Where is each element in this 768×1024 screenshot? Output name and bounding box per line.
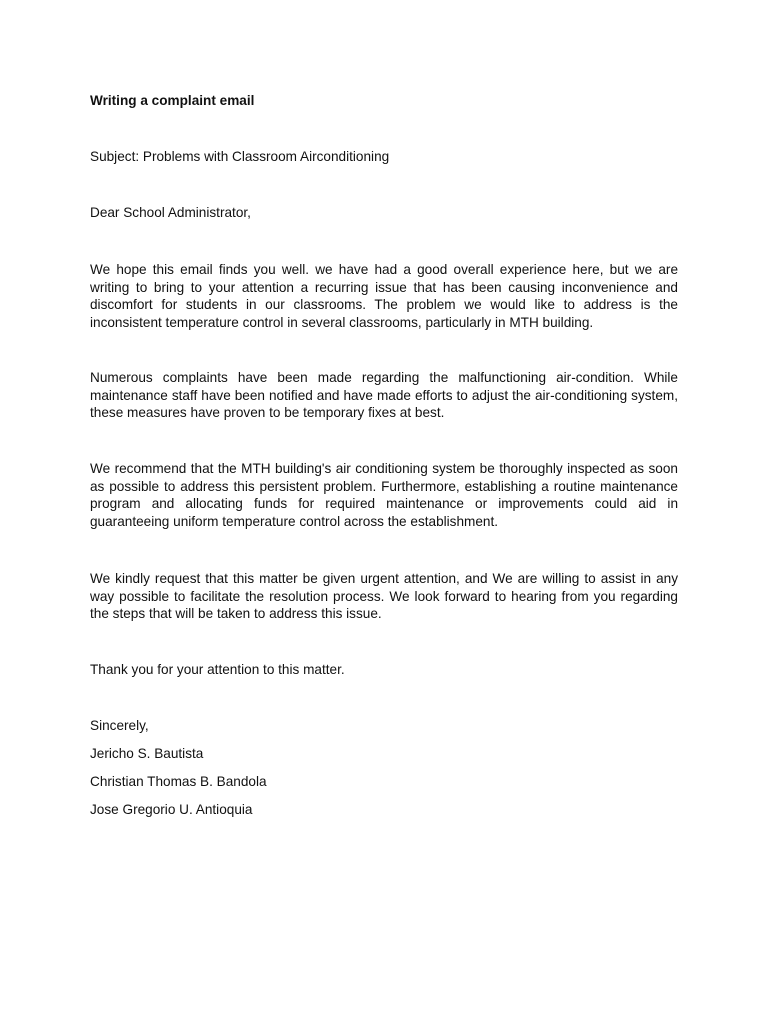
signatory-name: Christian Thomas B. Bandola (90, 774, 267, 789)
document-page (90, 0, 678, 1024)
signatory-name: Jose Gregorio U. Antioquia (90, 802, 253, 817)
email-greeting: Dear School Administrator, (90, 205, 251, 220)
thank-you-line: Thank you for your attention to this matter. (90, 662, 345, 677)
closing-line: Sincerely, (90, 718, 149, 733)
email-subject: Subject: Problems with Classroom Airconditioning (90, 149, 390, 164)
body-paragraph-4: We kindly request that this matter be given urgent attention, and We are willing to assist in any way possible to facilitate the resolution process. We look forward to hearing from you regarding the steps that will be taken to address this issue. (90, 571, 678, 621)
body-paragraph-2: Numerous complaints have been made regarding the malfunctioning air-condition. While maintenance staff have been notified and have made efforts to adjust the air-conditioning system, these measures have proven to be temporary fixes at best. (90, 370, 678, 420)
document-heading: Writing a complaint email (90, 93, 255, 108)
signatory-name: Jericho S. Bautista (90, 746, 204, 761)
body-paragraph-1: We hope this email finds you well. we have had a good overall experience here, but we are writing to bring to your attention a recurring issue that has been causing inconvenience and discomfort for students in our classrooms. The problem we would like to address is the inconsistent temperature control in several classrooms, particularly in MTH building. (90, 262, 678, 330)
body-paragraph-3: We recommend that the MTH building's air conditioning system be thoroughly inspected as soon as possible to address this persistent problem. Furthermore, establishing a routine maintenance program and allocating funds for required maintenance or improvements could aid in guaranteeing uniform temperature control across the establishment. (90, 461, 678, 529)
